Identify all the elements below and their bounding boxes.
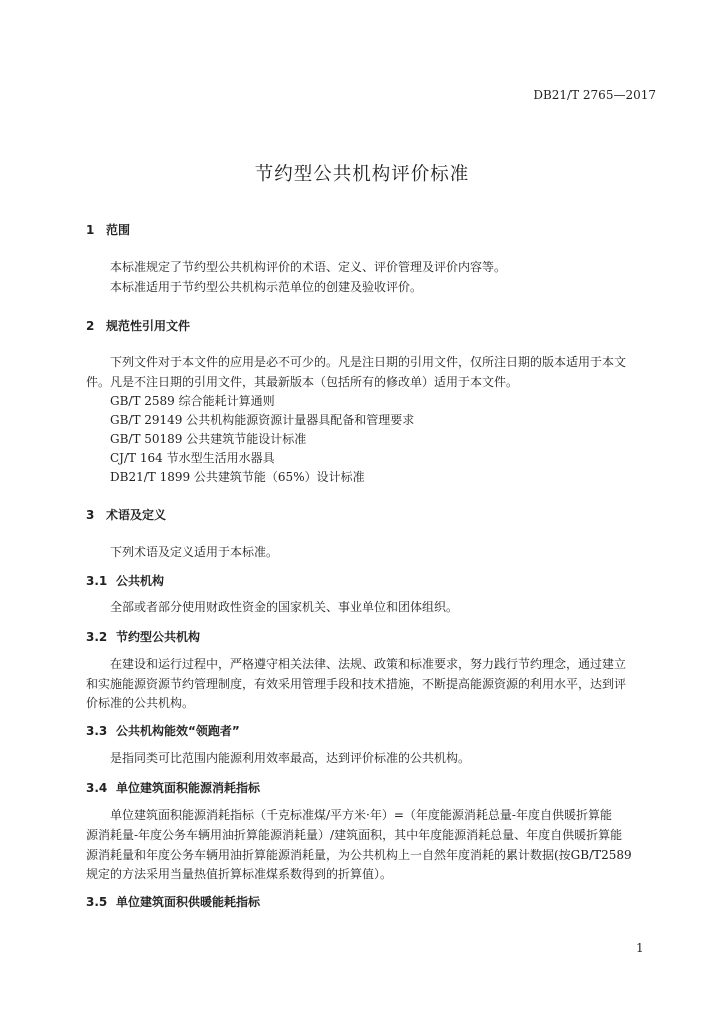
section-heading-terms xyxy=(86,506,166,523)
subsection-heading-energy-per-area xyxy=(86,779,260,796)
page-number: 1 xyxy=(636,941,644,955)
section-number: 3 xyxy=(86,508,95,522)
reference-item: GB/T 29149 公共机构能源资源计量器具配备和管理要求 xyxy=(110,413,415,427)
subsection-title: 单位建筑面积供暖能耗指标 xyxy=(116,895,261,909)
section-title: 规范性引用文件 xyxy=(106,319,191,333)
paragraph: 全部或者部分使用财政性资金的国家机关、事业单位和团体组织。 xyxy=(110,600,459,614)
paragraph-line: 下列文件对于本文件的应用是必不可少的。凡是注日期的引用文件，仅所注日期的版本适用于本文 xyxy=(110,355,627,369)
paragraph: 本标准规定了节约型公共机构评价的术语、定义、评价管理及评价内容等。 xyxy=(110,260,507,274)
reference-item: DB21/T 1899 公共建筑节能（65%）设计标准 xyxy=(110,470,365,484)
subsection-number: 3.5 xyxy=(86,895,108,909)
reference-item: GB/T 2589 综合能耗计算通则 xyxy=(110,394,275,408)
subsection-number: 3.4 xyxy=(86,781,108,795)
paragraph-line: 价标准的公共机构。 xyxy=(86,696,195,710)
paragraph-line: 源消耗量-年度公务车辆用油折算能源消耗量）/建筑面积，其中年度能源消耗总量、年度自供暖折算能 xyxy=(86,828,623,842)
section-heading-scope xyxy=(86,221,130,238)
subsection-heading-public-institution xyxy=(86,572,164,589)
section-title: 术语及定义 xyxy=(106,508,167,522)
subsection-title: 单位建筑面积能源消耗指标 xyxy=(116,781,261,795)
subsection-title: 节约型公共机构 xyxy=(116,630,201,644)
paragraph: 本标准适用于节约型公共机构示范单位的创建及验收评价。 xyxy=(110,280,423,294)
paragraph-line: 和实施能源资源节约管理制度，有效采用管理手段和技术措施，不断提高能源资源的利用水平，达到评 xyxy=(86,677,627,691)
paragraph-line: 规定的方法采用当量热值折算标准煤系数得到的折算值）。 xyxy=(86,867,393,881)
paragraph-line: 件。凡是不注日期的引用文件，其最新版本（包括所有的修改单）适用于本文件。 xyxy=(86,375,519,389)
subsection-heading-efficiency-leader xyxy=(86,722,240,739)
standard-code: DB21/T 2765—2017 xyxy=(533,88,656,102)
reference-item: CJ/T 164 节水型生活用水器具 xyxy=(110,451,275,465)
subsection-heading-heating-per-area xyxy=(86,893,260,910)
paragraph-line: 源消耗量和年度公务车辆用油折算能源消耗量，为公共机构上一自然年度消耗的累计数据(按GB/T2589 xyxy=(86,848,632,862)
paragraph: 下列术语及定义适用于本标准。 xyxy=(110,545,279,559)
section-title: 范围 xyxy=(106,223,131,237)
section-number: 1 xyxy=(86,223,95,237)
subsection-number: 3.1 xyxy=(86,574,108,588)
subsection-title: 公共机构 xyxy=(116,574,165,588)
paragraph: 是指同类可比范围内能源利用效率最高，达到评价标准的公共机构。 xyxy=(110,751,471,765)
subsection-number: 3.3 xyxy=(86,724,108,738)
subsection-number: 3.2 xyxy=(86,630,108,644)
paragraph-line: 单位建筑面积能源消耗指标（千克标准煤/平方米·年）=（年度能源消耗总量-年度自供暖折算能 xyxy=(110,808,612,822)
subsection-title: 公共机构能效“领跑者” xyxy=(116,724,240,738)
reference-item: GB/T 50189 公共建筑节能设计标准 xyxy=(110,432,307,446)
section-number: 2 xyxy=(86,319,95,333)
document-title: 节约型公共机构评价标准 xyxy=(254,164,470,185)
paragraph-line: 在建设和运行过程中，严格遵守相关法律、法规、政策和标准要求，努力践行节约理念，通过建立 xyxy=(110,657,627,671)
section-heading-normative-references xyxy=(86,317,190,334)
subsection-heading-conservation-oriented xyxy=(86,628,200,645)
